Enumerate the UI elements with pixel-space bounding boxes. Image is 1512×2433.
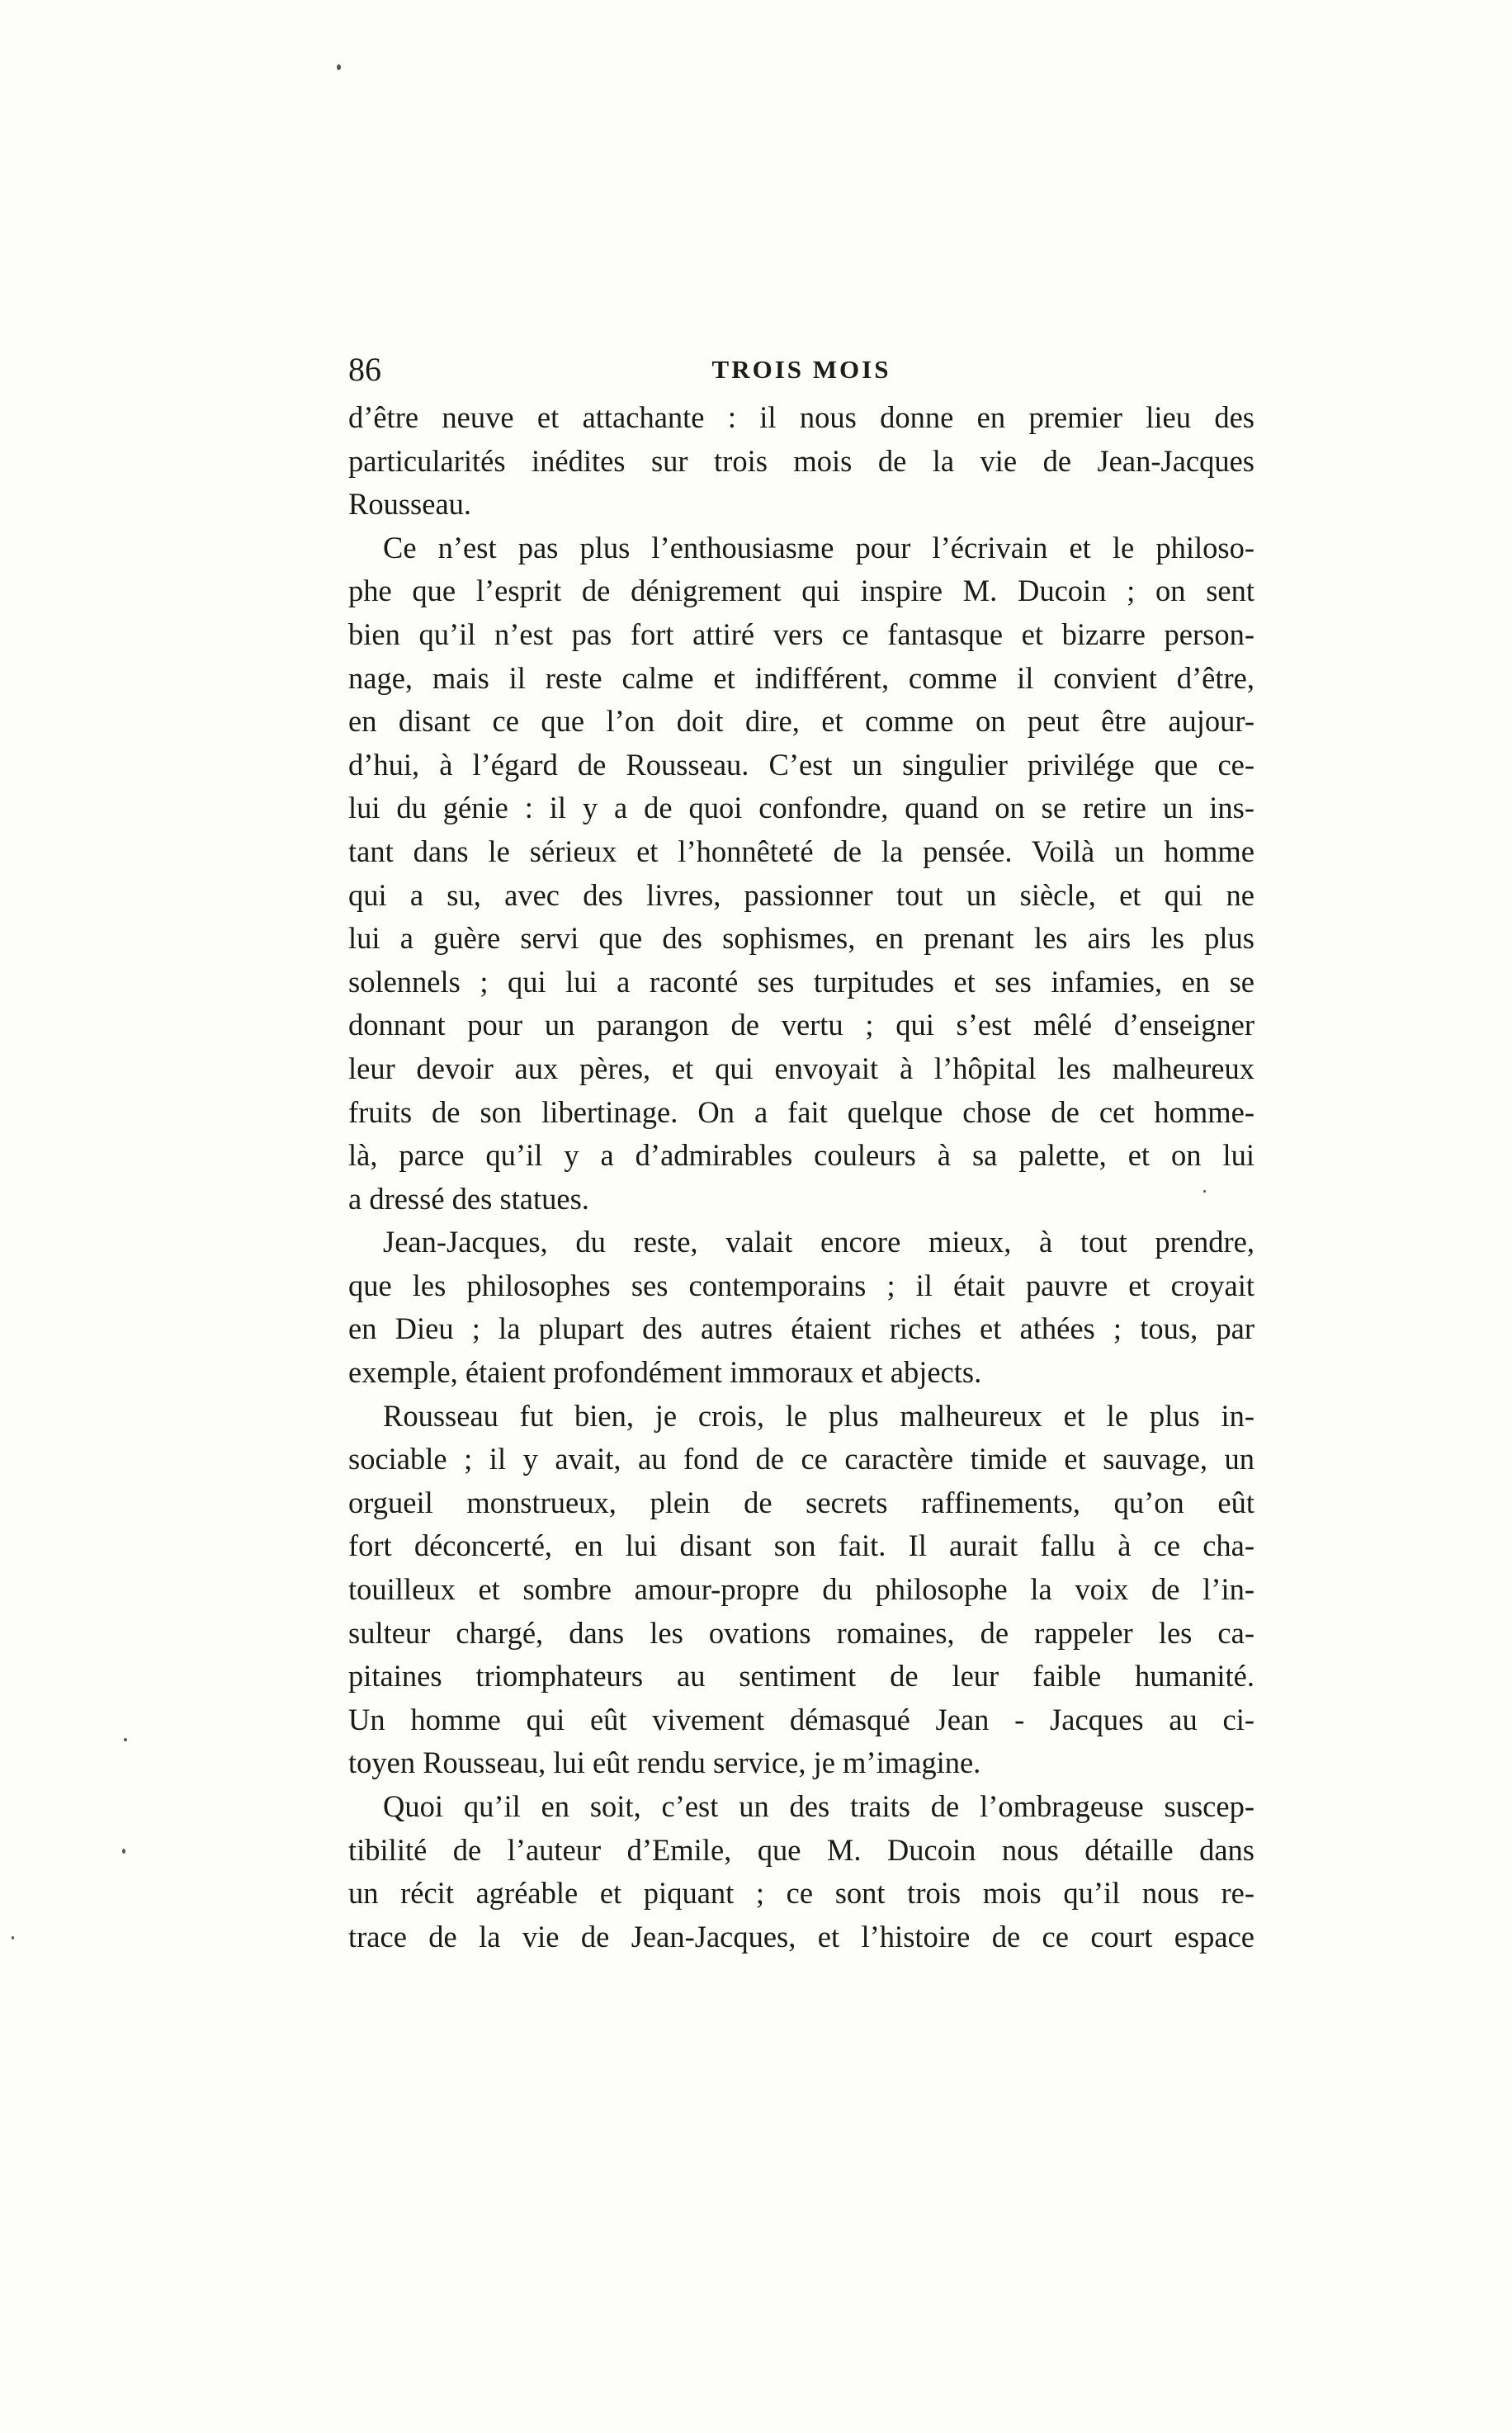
text-line: pitaines triomphateurs au sentiment de leur faible humanité. bbox=[348, 1659, 1254, 1694]
page-header bbox=[348, 345, 1254, 394]
text-line: Ce n’est pas plus l’enthousiasme pour l’écrivain et le philoso- bbox=[383, 530, 1254, 565]
text-line: a dressé des statues. bbox=[348, 1181, 589, 1216]
text-line: Quoi qu’il en soit, c’est un des traits de l’ombrageuse suscep- bbox=[383, 1789, 1254, 1823]
paragraph bbox=[348, 1221, 1254, 1394]
text-line: bien qu’il n’est pas fort attiré vers ce fantasque et bizarre person- bbox=[348, 617, 1254, 651]
text-line: là, parce qu’il y a d’admirables couleurs à sa palette, et on lui bbox=[348, 1138, 1254, 1173]
paragraph bbox=[348, 396, 1254, 527]
text-line: trace de la vie de Jean-Jacques, et l’histoire de ce court espace bbox=[348, 1919, 1254, 1953]
text-line: orgueil monstrueux, plein de secrets raffinements, qu’on eût bbox=[348, 1485, 1254, 1519]
text-line: un récit agréable et piquant ; ce sont trois mois qu’il nous re- bbox=[348, 1876, 1254, 1911]
text-line: Rousseau fut bien, je crois, le plus malheureux et le plus in- bbox=[383, 1398, 1254, 1433]
text-line: fort déconcerté, en lui disant son fait. Il aurait fallu à ce cha- bbox=[348, 1528, 1254, 1563]
text-line: touilleux et sombre amour-propre du philosophe la voix de l’in- bbox=[348, 1572, 1254, 1607]
text-line: sulteur chargé, dans les ovations romaines, de rappeler les ca- bbox=[348, 1615, 1254, 1650]
text-line: tant dans le sérieux et l’honnêteté de la pensée. Voilà un homme bbox=[348, 834, 1254, 868]
text-line: d’hui, à l’égard de Rousseau. C’est un singulier privilége que ce- bbox=[348, 747, 1254, 782]
text-line: Un homme qui eût vivement démasqué Jean - Jacques au ci- bbox=[348, 1702, 1254, 1736]
text-line: solennels ; qui lui a raconté ses turpitudes et ses infamies, en se bbox=[348, 964, 1254, 999]
text-line: en disant ce que l’on doit dire, et comme on peut être aujour- bbox=[348, 704, 1254, 739]
text-line: exemple, étaient profondément immoraux et abjects. bbox=[348, 1355, 982, 1390]
paragraph bbox=[348, 1395, 1254, 1785]
paragraph bbox=[348, 1785, 1254, 1958]
text-line: particularités inédites sur trois mois de la vie de Jean-Jacques bbox=[348, 443, 1254, 478]
text-line: lui a guère servi que des sophismes, en prenant les airs les plus bbox=[348, 921, 1254, 956]
text-line: Jean-Jacques, du reste, valait encore mieux, à tout prendre, bbox=[383, 1225, 1254, 1259]
running-title: TROIS MOIS bbox=[711, 355, 891, 384]
text-line: tibilité de l’auteur d’Emile, que M. Ducoin nous détaille dans bbox=[348, 1832, 1254, 1867]
text-line: en Dieu ; la plupart des autres étaient riches et athées ; tous, par bbox=[348, 1311, 1254, 1346]
text-line: lui du génie : il y a de quoi confondre, quand on se retire un ins- bbox=[348, 791, 1254, 825]
body-text bbox=[348, 396, 1254, 1958]
text-line: fruits de son libertinage. On a fait quelque chose de cet homme- bbox=[348, 1094, 1254, 1129]
text-line: d’être neuve et attachante : il nous donne en premier lieu des bbox=[348, 400, 1254, 434]
text-line: Rousseau. bbox=[348, 487, 472, 522]
page-number: 86 bbox=[348, 351, 381, 388]
text-line: donnant pour un parangon de vertu ; qui s’est mêlé d’enseigner bbox=[348, 1008, 1254, 1042]
paragraph bbox=[348, 527, 1254, 1221]
text-line: sociable ; il y avait, au fond de ce caractère timide et sauvage, un bbox=[348, 1442, 1254, 1476]
text-line: nage, mais il reste calme et indifférent, comme il convient d’être, bbox=[348, 660, 1254, 695]
text-line: que les philosophes ses contemporains ; il était pauvre et croyait bbox=[348, 1268, 1254, 1302]
text-line: phe que l’esprit de dénigrement qui inspire M. Ducoin ; on sent bbox=[348, 574, 1254, 608]
text-line: toyen Rousseau, lui eût rendu service, je m’imagine. bbox=[348, 1746, 981, 1780]
text-line: leur devoir aux pères, et qui envoyait à l’hôpital les malheureux bbox=[348, 1051, 1254, 1085]
text-line: qui a su, avec des livres, passionner tout un siècle, et qui ne bbox=[348, 877, 1254, 912]
